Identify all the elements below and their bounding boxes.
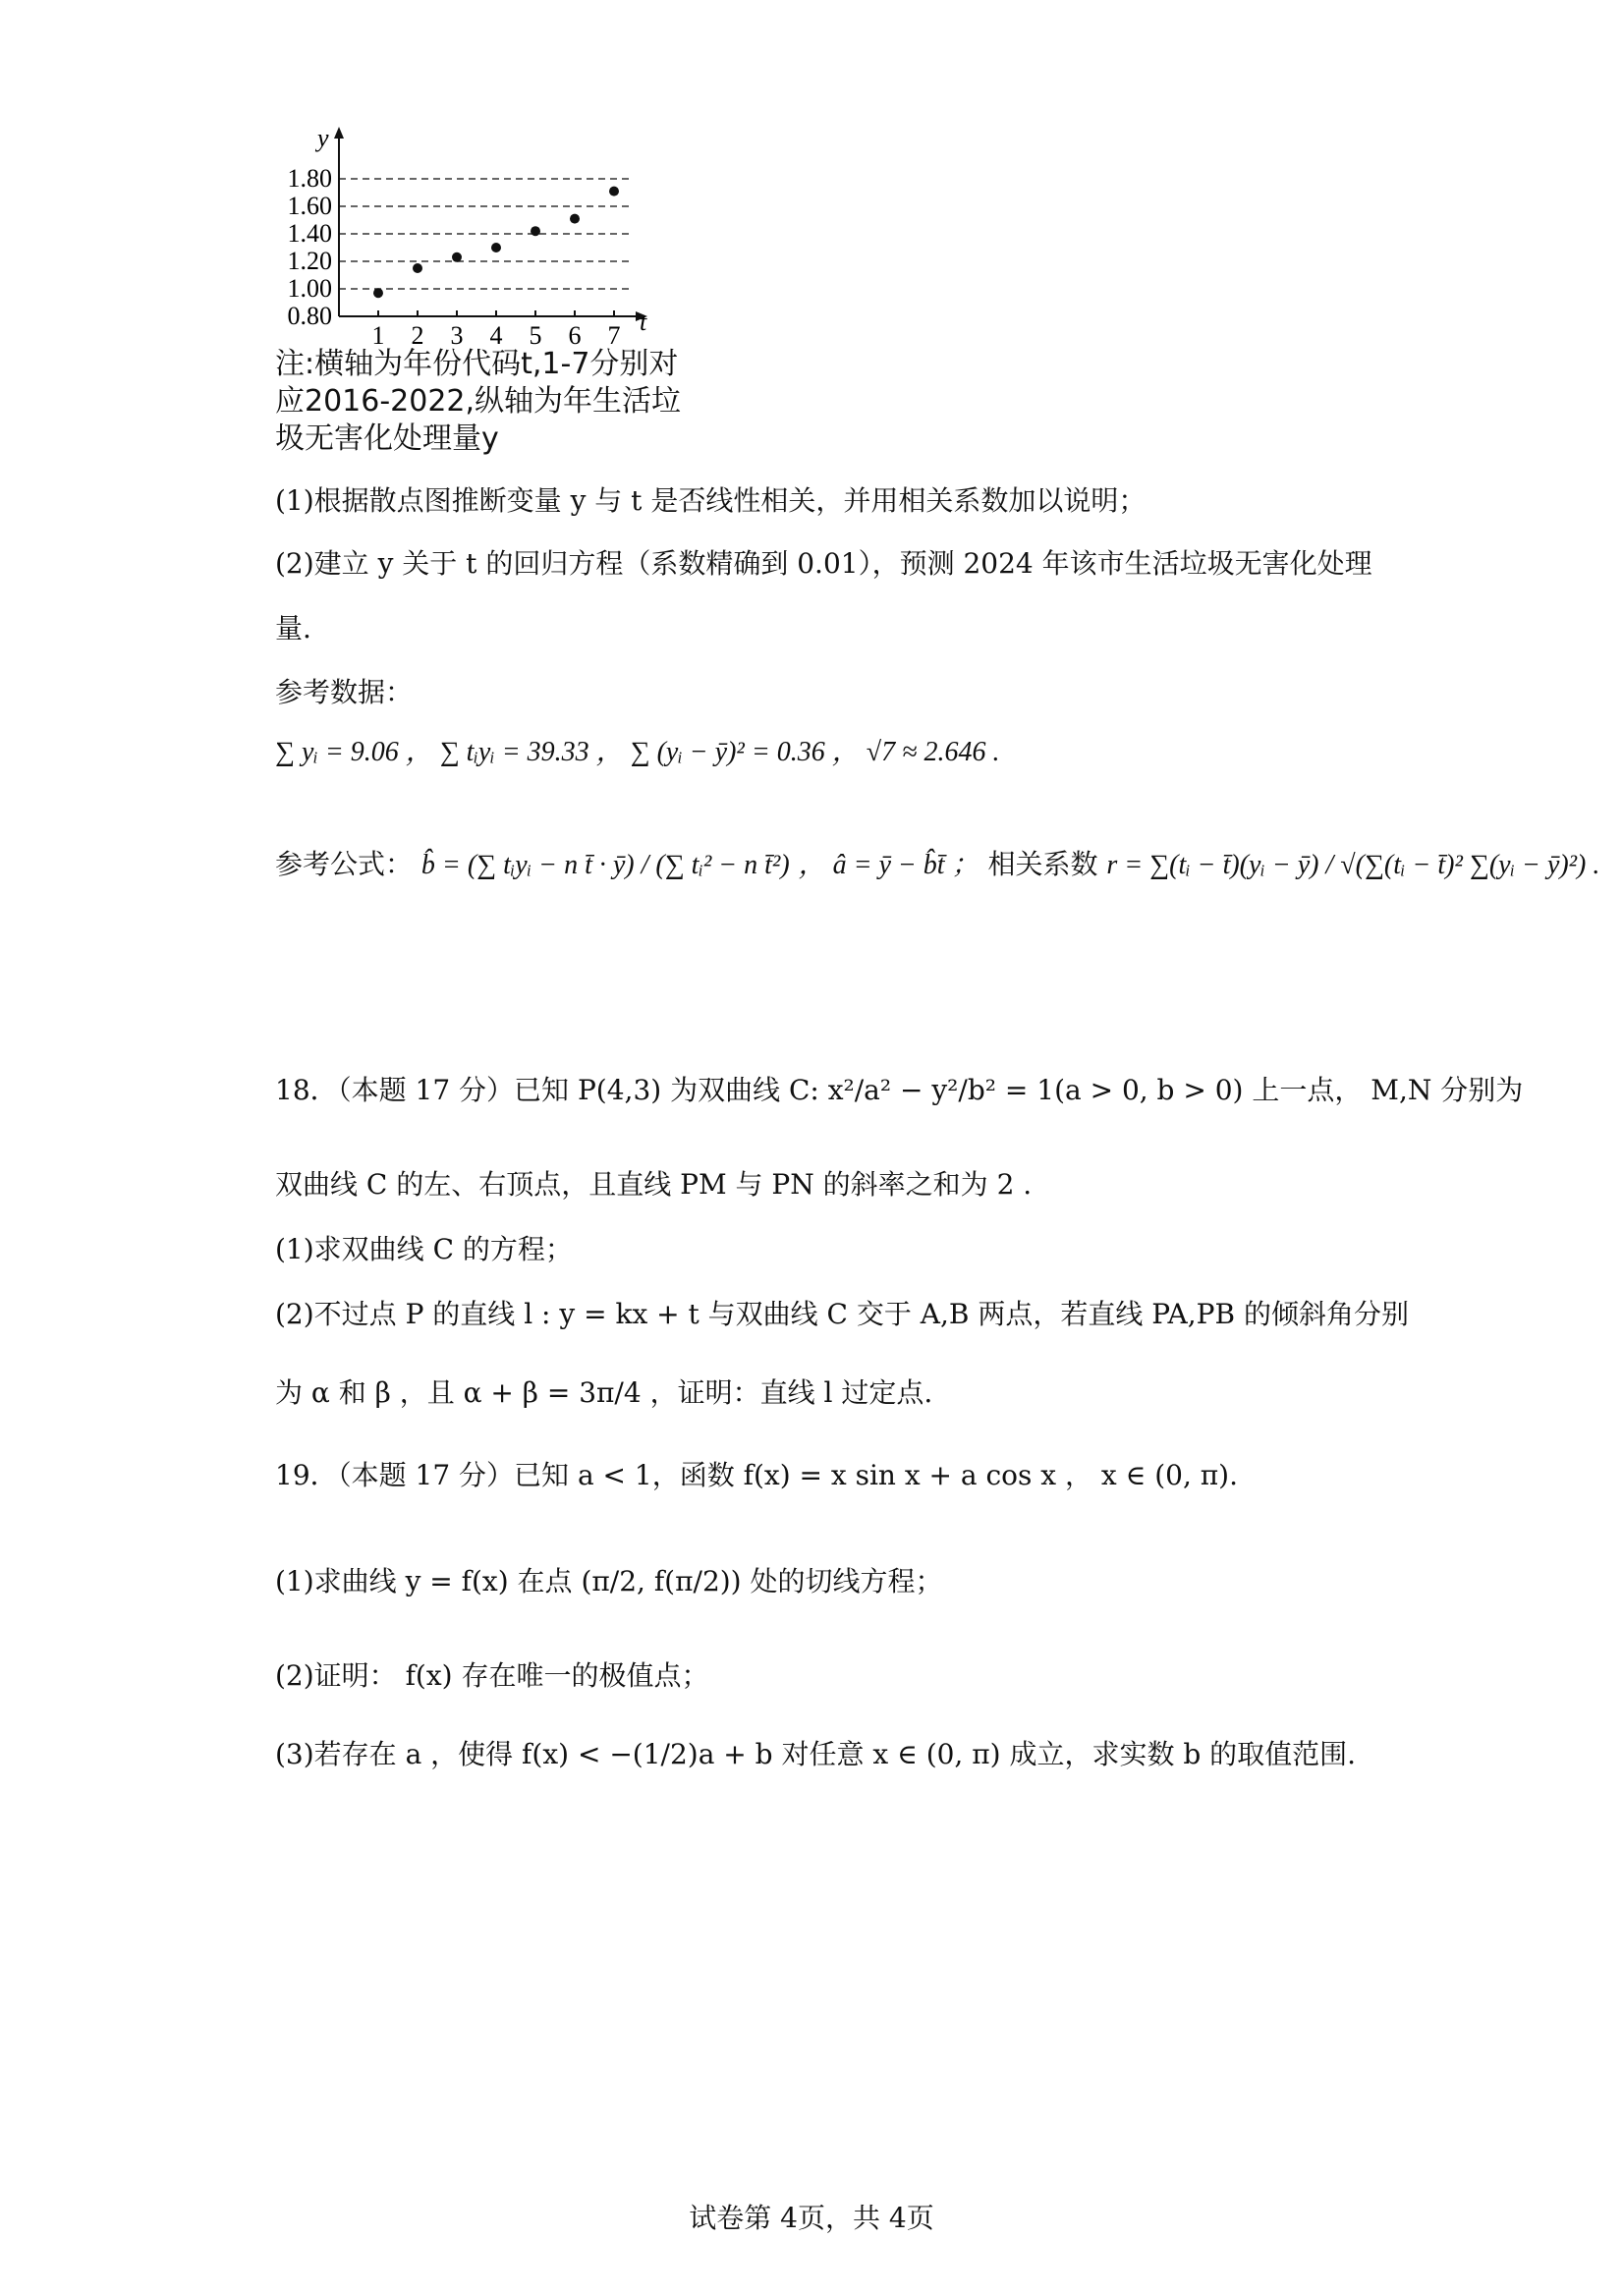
q18-line1: 18．（本题 17 分）已知 P(4,3) 为双曲线 C: x²/a² − y²/b² = 1(a > 0, b > 0) 上一点， M,N 分别为 <box>275 1074 1524 1106</box>
chart-note <box>275 346 681 458</box>
data-point <box>570 214 580 224</box>
formula-b: b̂ = (∑ tᵢyᵢ − n t̄ · ȳ) / (∑ tᵢ² − n t̄²) <box>420 850 790 880</box>
corr-label: 相关系数 <box>987 848 1098 880</box>
x-tick-label: 3 <box>450 321 464 349</box>
x-tick-label: 6 <box>568 321 582 349</box>
ref-data <box>275 732 999 811</box>
x-tick-label: 4 <box>489 321 503 349</box>
data-point <box>609 187 619 196</box>
q19-line1: 19．（本题 17 分）已知 a < 1，函数 f(x) = x sin x + a cos x ， x ∈ (0, π). <box>275 1459 1238 1491</box>
ref-data-label: 参考数据： <box>275 676 414 708</box>
chart-note-line: 圾无害化处理量y <box>275 421 499 456</box>
ref-data-text: ∑ yᵢ = 9.06 ， ∑ tᵢyᵢ = 39.33 ， ∑ (yᵢ − ȳ)² = 0.36 ， √7 ≈ 2.646 . <box>275 737 1000 767</box>
data-point <box>531 226 540 236</box>
x-tick-label: 1 <box>371 321 385 349</box>
q18-part1: (1)求双曲线 C 的方程； <box>275 1233 573 1265</box>
y-tick-label: 0.80 <box>287 302 332 330</box>
q18-part2-line2: 为 α 和 β ，且 α + β = 3π/4 ，证明：直线 l 过定点. <box>275 1376 933 1409</box>
q17-part2-line1: (2)建立 y 关于 t 的回归方程（系数精确到 0.01），预测 2024 年该市生活垃圾无害化处理 <box>275 547 1372 580</box>
formula-r: r = ∑(tᵢ − t̄)(yᵢ − ȳ) / √(∑(tᵢ − t̄)² ∑(yᵢ − ȳ)²) . <box>1106 850 1600 880</box>
q18-part2-line1: (2)不过点 P 的直线 l : y = kx + t 与双曲线 C 交于 A,B 两点，若直线 PA,PB 的倾斜角分别 <box>275 1298 1409 1330</box>
x-tick-label: 5 <box>529 321 542 349</box>
formula-a: ， â = ȳ − b̂t̄ ； <box>798 850 979 880</box>
x-axis-label: t <box>640 308 647 336</box>
y-tick-label: 1.20 <box>287 247 332 275</box>
q19-part2: (2)证明： f(x) 存在唯一的极值点； <box>275 1659 709 1692</box>
y-tick-label: 1.00 <box>287 274 332 303</box>
data-point <box>452 252 462 262</box>
page-footer: 试卷第 4页，共 4页 <box>689 2202 934 2234</box>
chart-note-line: 注:横轴为年份代码t,1-7分别对 <box>275 347 679 381</box>
q17-part2-line2: 量. <box>275 612 311 644</box>
q19-part1: (1)求曲线 y = f(x) 在点 (π/2, f(π/2)) 处的切线方程； <box>275 1565 943 1597</box>
chart-note-line: 应2016-2022,纵轴为年生活垃 <box>275 384 682 419</box>
y-axis-arrow <box>334 127 344 139</box>
q19-part3: (3)若存在 a ，使得 f(x) < −(1/2)a + b 对任意 x ∈ (0, π) 成立，求实数 b 的取值范围. <box>275 1738 1357 1770</box>
data-point <box>491 243 501 252</box>
y-axis-label: y <box>317 124 329 152</box>
scatter-chart <box>265 123 678 349</box>
ref-formula <box>275 845 1599 992</box>
y-tick-label: 1.80 <box>287 164 332 193</box>
data-point <box>373 288 383 298</box>
q17-part1: (1)根据散点图推断变量 y 与 t 是否线性相关，并用相关系数加以说明； <box>275 484 1147 517</box>
x-tick-label: 2 <box>411 321 424 349</box>
x-tick-label: 7 <box>607 321 621 349</box>
y-tick-label: 1.40 <box>287 219 332 248</box>
q18-line2: 双曲线 C 的左、右顶点，且直线 PM 与 PN 的斜率之和为 2 . <box>275 1168 1033 1201</box>
data-point <box>413 263 422 273</box>
y-tick-label: 1.60 <box>287 192 332 220</box>
ref-formula-label: 参考公式： <box>275 848 414 880</box>
